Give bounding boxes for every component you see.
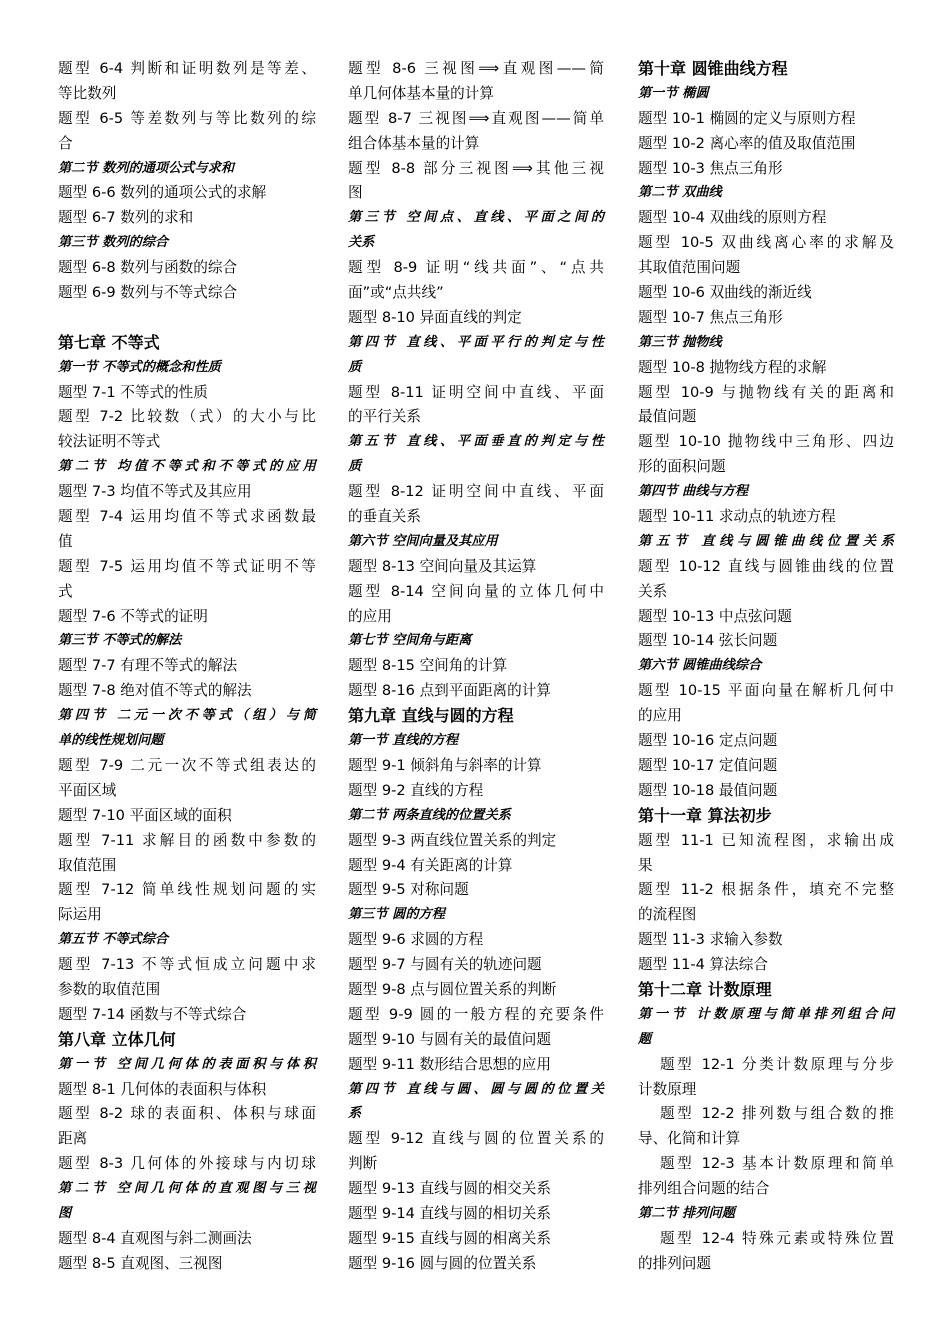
chapter-heading: 第八章 立体几何 [58,1029,176,1049]
toc-item: 题型 8-7 三视图⟹直观图——简单 [348,109,604,127]
toc-item: 果 [638,856,653,874]
toc-item: 题型 11-1 已知流程图，求输出成 [638,831,894,849]
toc-item: 等比数列 [58,84,117,102]
toc-item: 题型 11-4 算法综合 [638,956,768,974]
toc-item: 平面区域 [58,781,117,799]
toc-item: 题型 9-15 直线与圆的相离关系 [348,1229,551,1247]
section-heading: 第一节 椭圆 [638,85,709,101]
toc-item: 题型 10-12 直线与圆锥曲线的位置 [638,557,894,575]
toc-item: 题型 9-3 两直线位置关系的判定 [348,831,557,849]
section-heading: 第五节 直线与圆锥曲线位置关系 [638,533,894,549]
toc-item: 题型 12-2 排列数与组合数的推 [660,1105,894,1123]
toc-item: 题型 7-12 简单线性规划问题的实 [58,881,316,899]
toc-item: 题型 10-14 弦长问题 [638,632,778,650]
toc-column-1 [58,57,316,1277]
toc-item: 际运用 [58,906,102,924]
toc-item: 题型 10-15 平面向量在解析几何中 [638,682,894,700]
toc-item: 关系 [638,582,668,600]
toc-item: 题型 10-11 求动点的轨迹方程 [638,508,836,526]
section-heading: 系 [348,1106,362,1122]
section-heading: 第五节 不等式综合 [58,932,169,948]
chapter-heading: 第十一章 算法初步 [638,805,772,825]
toc-item: 最值问题 [638,408,697,426]
toc-item: 题型 8-5 直观图、三视图 [58,1254,223,1272]
toc-item: 的流程图 [638,906,697,924]
toc-item: 题型 10-7 焦点三角形 [638,308,783,326]
toc-item: 图 [348,184,363,202]
section-heading: 图 [58,1205,72,1221]
toc-item: 题型 8-14 空间向量的立体几何中 [348,582,604,600]
toc-item: 单几何体基本量的计算 [348,84,494,102]
toc-item: 题型 9-12 直线与圆的位置关系的 [348,1130,604,1148]
section-heading: 第二节 均值不等式和不等式的应用 [58,459,316,475]
toc-item: 题型 9-11 数形结合思想的应用 [348,1055,551,1073]
toc-item: 的应用 [638,707,682,725]
toc-item: 题型 12-1 分类计数原理与分步 [660,1055,894,1073]
toc-item: 的排列问题 [638,1254,711,1272]
toc-item: 值 [58,532,73,550]
section-heading: 第二节 数列的通项公式与求和 [58,160,235,176]
toc-item: 题型 10-16 定点问题 [638,732,778,750]
section-heading: 第一节 空间几何体的表面积与体积 [58,1056,316,1072]
section-heading: 单的线性规划问题 [58,733,164,749]
toc-item: 题型 8-11 证明空间中直线、平面 [348,383,604,401]
toc-item: 题型 9-14 直线与圆的相切关系 [348,1204,551,1222]
toc-item: 题型 8-16 点到平面距离的计算 [348,682,551,700]
toc-item: 题型 10-9 与抛物线有关的距离和 [638,383,894,401]
toc-item: 题型 8-12 证明空间中直线、平面 [348,483,604,501]
toc-item: 较法证明不等式 [58,433,161,451]
toc-item: 题型 9-1 倾斜角与斜率的计算 [348,756,542,774]
section-heading: 第一节 不等式的概念和性质 [58,359,221,375]
toc-item: 题型 8-6 三视图⟹直观图——简 [348,60,604,77]
toc-item: 题型 10-3 焦点三角形 [638,159,783,177]
toc-item: 题型 10-18 最值问题 [638,781,778,799]
toc-item: 题型 10-1 椭圆的定义与原则方程 [638,109,856,127]
toc-item: 排列组合问题的结合 [638,1180,770,1198]
section-heading: 第六节 空间向量及其应用 [348,533,498,549]
section-heading: 质 [348,359,362,375]
toc-item: 题型 6-6 数列的通项公式的求解 [58,184,267,202]
toc-item: 题型 8-9 证明“线共面”、“点共 [348,259,604,277]
toc-item: 题型 7-8 绝对值不等式的解法 [58,682,252,700]
section-heading: 第五节 直线、平面垂直的判定与性 [348,434,604,450]
chapter-heading: 第十二章 计数原理 [638,979,772,999]
toc-item: 题型 6-9 数列与不等式综合 [58,284,238,302]
toc-item: 题型 10-6 双曲线的渐近线 [638,284,812,302]
section-heading: 第三节 抛物线 [638,334,722,350]
section-heading: 第二节 空间几何体的直观图与三视 [58,1181,316,1197]
section-heading: 第七节 空间角与距离 [348,633,472,649]
toc-item: 题型 10-17 定值问题 [638,756,778,774]
toc-item: 题型 12-4 特殊元素或特殊位置 [660,1229,894,1247]
toc-item: 的垂直关系 [348,508,421,526]
section-heading: 第六节 圆锥曲线综合 [638,658,762,674]
toc-item: 式 [58,582,73,600]
section-heading: 第三节 数列的综合 [58,235,169,251]
chapter-heading: 第七章 不等式 [58,332,160,352]
toc-item: 题型 10-8 抛物线方程的求解 [638,358,827,376]
toc-item: 题型 10-2 离心率的值及取值范围 [638,134,856,152]
toc-item: 题型 9-4 有关距离的计算 [348,856,513,874]
toc-item: 题型 9-9 圆的一般方程的充要条件 [348,1005,604,1023]
toc-item: 题型 12-3 基本计数原理和简单 [660,1155,894,1173]
toc-item: 题型 8-1 几何体的表面积与体积 [58,1080,267,1098]
toc-column-3 [638,57,894,1277]
toc-item: 导、化简和计算 [638,1130,741,1148]
toc-item: 题型 7-4 运用均值不等式求函数最 [58,508,316,526]
toc-item: 的平行关系 [348,408,421,426]
section-heading: 第四节 直线与圆、圆与圆的位置关 [348,1081,604,1097]
toc-item: 面”或“点共线” [348,284,444,302]
section-heading: 第四节 二元一次不等式（组）与简 [58,708,316,724]
toc-item: 题型 6-5 等差数列与等比数列的综 [58,109,316,127]
toc-item: 题型 7-13 不等式恒成立问题中求 [58,956,316,974]
toc-item: 题型 7-5 运用均值不等式证明不等 [58,557,316,575]
toc-item: 参数的取值范围 [58,980,161,998]
toc-item: 题型 9-7 与圆有关的轨迹问题 [348,956,542,974]
section-heading: 第一节 计数原理与简单排列组合问 [638,1006,894,1022]
toc-item: 题型 11-3 求输入参数 [638,931,783,949]
toc-item: 题型 7-2 比较数（式）的大小与比 [58,408,316,426]
toc-item: 题型 9-10 与圆有关的最值问题 [348,1030,551,1048]
toc-item: 题型 9-8 点与圆位置关系的判断 [348,980,557,998]
toc-item: 题型 10-13 中点弦问题 [638,607,792,625]
toc-item: 组合体基本量的计算 [348,134,480,152]
toc-item: 题型 7-6 不等式的证明 [58,607,208,625]
toc-item: 合 [58,134,73,152]
section-heading: 质 [348,459,362,475]
section-heading: 第四节 直线、平面平行的判定与性 [348,334,604,350]
toc-item: 题型 8-13 空间向量及其运算 [348,557,537,575]
toc-item: 的应用 [348,607,392,625]
toc-item: 题型 8-2 球的表面积、体积与球面 [58,1105,316,1123]
toc-item: 题型 8-8 部分三视图⟹其他三视 [348,159,604,177]
toc-item: 题型 6-4 判断和证明数列是等差、 [58,60,316,77]
toc-item: 题型 8-15 空间角的计算 [348,657,508,675]
section-heading: 关系 [348,235,375,251]
section-heading: 第三节 圆的方程 [348,907,445,923]
section-heading: 第二节 双曲线 [638,185,722,201]
section-heading: 第三节 空间点、直线、平面之间的 [348,210,604,226]
toc-item: 题型 6-8 数列与函数的综合 [58,259,238,277]
toc-item: 题型 9-13 直线与圆的相交关系 [348,1180,551,1198]
toc-item: 判断 [348,1155,378,1173]
toc-item: 题型 9-2 直线的方程 [348,781,484,799]
section-heading: 第二节 排列问题 [638,1205,735,1221]
toc-item: 题型 9-6 求圆的方程 [348,931,484,949]
toc-item: 题型 9-5 对称问题 [348,881,469,899]
toc-item: 题型 11-2 根据条件，填充不完整 [638,881,894,899]
toc-item: 题型 7-11 求解目的函数中参数的 [58,831,316,849]
toc-item: 题型 8-10 异面直线的判定 [348,308,522,326]
section-heading: 题 [638,1031,652,1047]
spacer [58,306,316,331]
toc-column-2 [348,57,604,1277]
toc-item: 题型 10-10 抛物线中三角形、四边 [638,433,894,451]
toc-item: 题型 8-3 几何体的外接球与内切球 [58,1155,316,1173]
section-heading: 第一节 直线的方程 [348,733,459,749]
toc-item: 其取值范围问题 [638,259,741,277]
toc-item: 题型 6-7 数列的求和 [58,209,194,227]
toc-item: 形的面积问题 [638,458,726,476]
section-heading: 第二节 两条直线的位置关系 [348,807,511,823]
section-heading: 第三节 不等式的解法 [58,633,182,649]
toc-item: 距离 [58,1130,88,1148]
toc-item: 题型 8-4 直观图与斜二测画法 [58,1229,252,1247]
toc-item: 取值范围 [58,856,117,874]
chapter-heading: 第十章 圆锥曲线方程 [638,59,788,78]
toc-item: 题型 9-16 圆与圆的位置关系 [348,1254,537,1272]
toc-item: 计数原理 [638,1080,697,1098]
toc-item: 题型 7-7 有理不等式的解法 [58,657,238,675]
toc-item: 题型 10-5 双曲线离心率的求解及 [638,234,894,252]
toc-item: 题型 10-4 双曲线的原则方程 [638,209,827,227]
toc-item: 题型 7-14 函数与不等式综合 [58,1005,247,1023]
toc-item: 题型 7-10 平面区域的面积 [58,806,232,824]
toc-item: 题型 7-9 二元一次不等式组表达的 [58,756,316,774]
chapter-heading: 第九章 直线与圆的方程 [348,706,514,726]
toc-item: 题型 7-1 不等式的性质 [58,383,208,401]
toc-item: 题型 7-3 均值不等式及其应用 [58,483,252,501]
section-heading: 第四节 曲线与方程 [638,484,749,500]
